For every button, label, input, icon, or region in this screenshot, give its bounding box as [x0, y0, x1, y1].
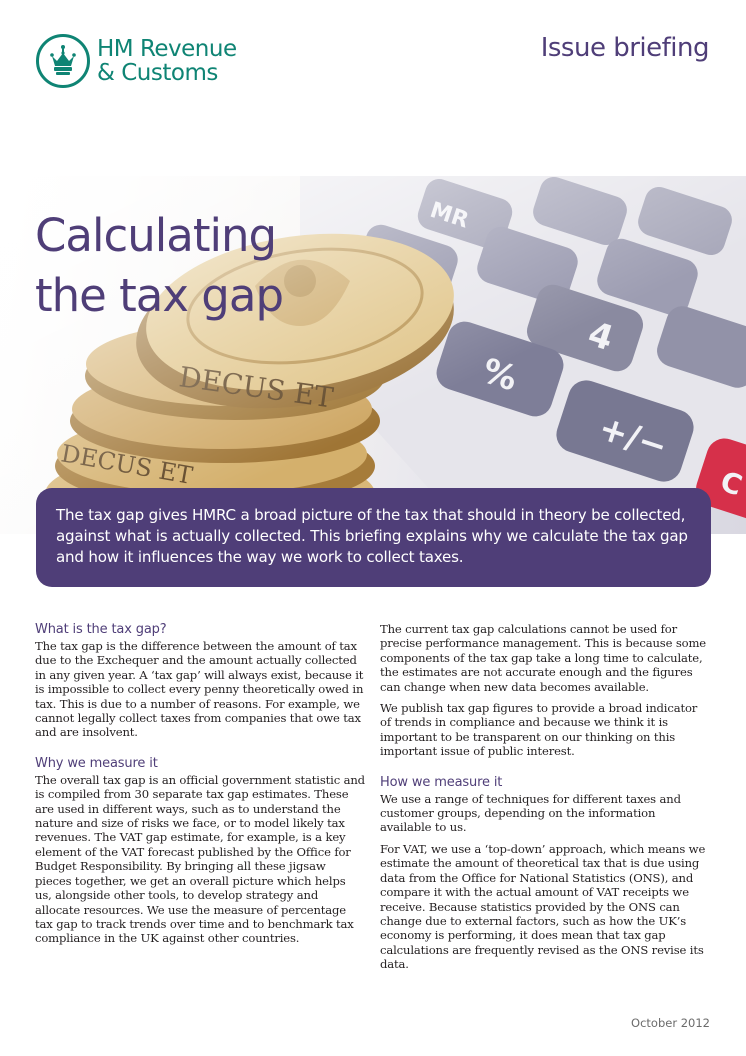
hmrc-logo — [36, 34, 237, 88]
paragraph: We publish tax gap figures to provide a broad indicator of trends in compliance and because we think it is important to be transparent on our thinking on this important issue of public interest. — [380, 701, 698, 759]
summary-banner: The tax gap gives HMRC a broad picture of the tax that should in theory be collected, against what is actually collected. This briefing explains why we calculate the tax gap and how it influences the way we work to collect taxes. — [36, 488, 711, 587]
right-column — [380, 622, 710, 979]
org-name-line1: HM Revenue — [97, 36, 237, 62]
paragraph: The current tax gap calculations cannot be used for precise performance management. This is because some components of the tax gap take a long time to calculate, the estimates are not accurate enough and the figures can change when new data becomes available. — [380, 622, 707, 694]
paragraph: For VAT, we use a ‘top-down’ approach, which means we estimate the amount of theoretical tax that is due using data from the Office for National Statistics (ONS), and compare it with the actual amount of VAT receipts we receive. Because statistics provided by the ONS can change due to external factors, such as how the UK’s economy is performing, it does mean that tax gap calculations are frequently revised as the ONS revise its data. — [380, 841, 706, 972]
crown-crest-icon — [36, 34, 90, 88]
paragraph: We use a range of techniques for different taxes and customer groups, depending on the information available to us. — [380, 791, 681, 835]
section-heading-why-we-measure: Why we measure it — [35, 755, 158, 771]
left-column — [35, 622, 365, 953]
section-heading-how-we-measure: How we measure it — [380, 774, 503, 790]
title-line2: the tax gap — [35, 269, 284, 322]
publication-date: October 2012 — [631, 1016, 710, 1030]
page-title — [35, 206, 395, 326]
paragraph: The tax gap is the difference between the amount of tax due to the Exchequer and the amount actually collected in any given year. A ‘tax gap’ will always exist, because it is impossible to collect every penny theoretically owed in tax. This is due to a number of reasons. For example, we cannot legally collect taxes from companies that owe tax and are insolvent. — [35, 639, 364, 740]
document-type-label: Issue briefing — [540, 33, 709, 63]
title-line1: Calculating — [35, 209, 277, 262]
section-heading-what-is-tax-gap: What is the tax gap? — [35, 622, 167, 637]
org-name — [97, 37, 237, 85]
paragraph: The overall tax gap is an official government statistic and is compiled from 30 separate tax gap estimates. These are used in different ways, such as to understand the nature and size of risks we face, or to model likely tax revenues. The VAT gap estimate, for example, is a key element of the VAT forecast published by the Office for Budget Responsibility. By bringing all these jigsaw pieces together, we get an overall picture which helps us, alongside other tools, to develop strategy and allocate resources. We use the measure of percentage tax gap to track trends over time and to benchmark tax compliance in the UK against other countries. — [35, 772, 365, 946]
org-name-line2: & Customs — [97, 60, 218, 86]
